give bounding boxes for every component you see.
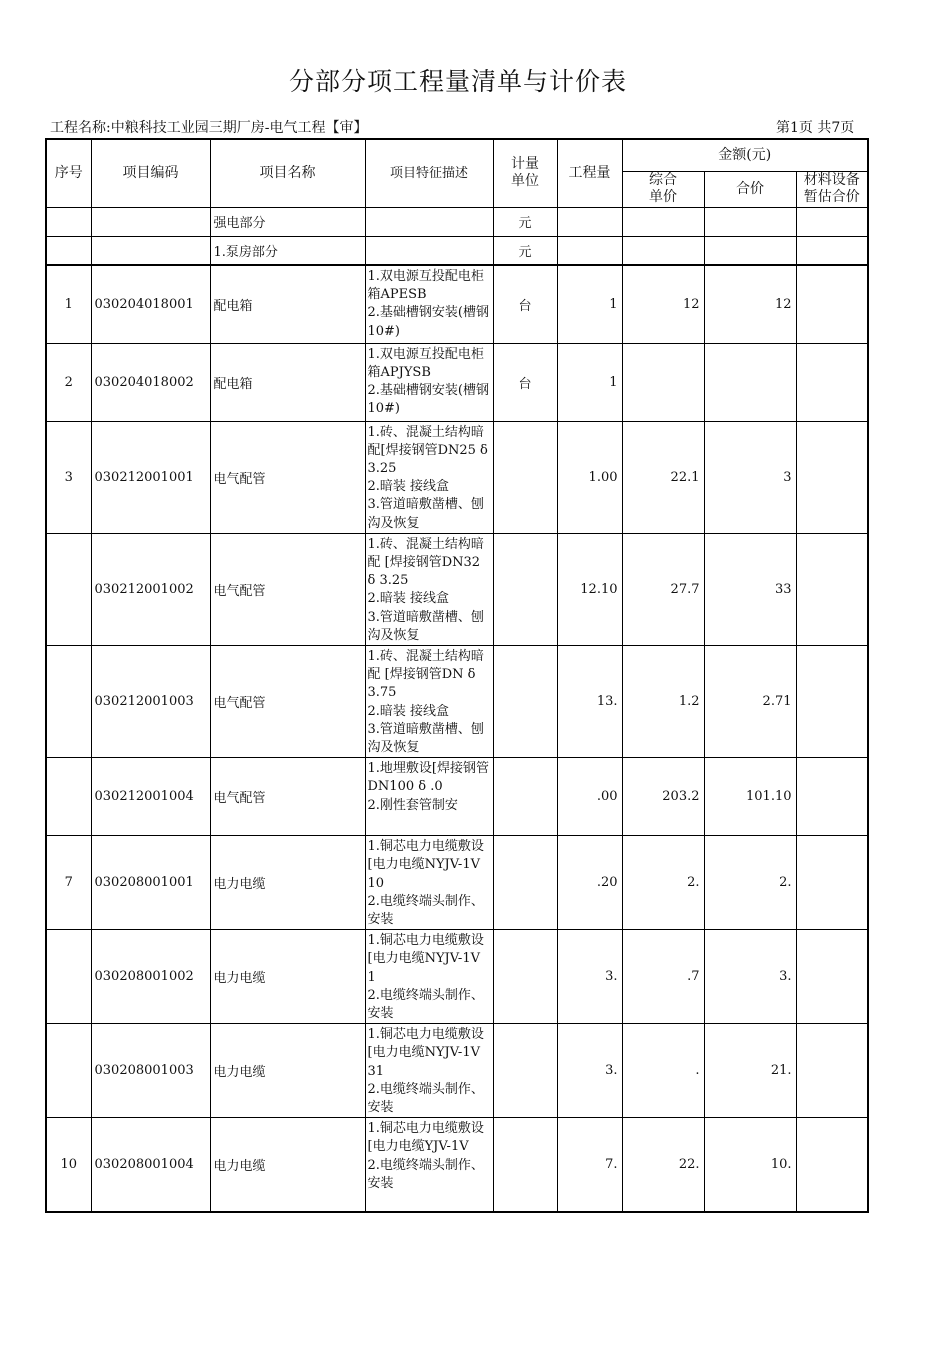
cell-unit: 元 [493, 236, 557, 265]
cell-unit-price [622, 207, 704, 236]
cell-qty: 1.00 [557, 421, 622, 533]
section-row [46, 207, 868, 236]
cell-estimate [796, 421, 868, 533]
cell-desc [365, 265, 493, 343]
cell-name: 1.泵房部分 [210, 236, 365, 265]
cell-unit-price: 2. [622, 836, 704, 930]
cell-seq: 1 [46, 265, 91, 343]
cell-name: 电气配管 [210, 533, 365, 645]
cell-name: 配电箱 [210, 265, 365, 343]
cell-unit-price: 27.7 [622, 533, 704, 645]
desc-line: 3.管道暗敷凿槽、刨沟及恢复 [367, 721, 484, 755]
cell-unit-price: .7 [622, 930, 704, 1024]
cell-qty: .00 [557, 758, 622, 836]
desc-line: 1.砖、混凝土结构暗配 [焊接钢管DN32 δ 3.25 [367, 536, 484, 589]
page-title: 分部分项工程量清单与计价表 [288, 67, 627, 96]
cell-name: 电气配管 [210, 421, 365, 533]
cell-total [704, 343, 796, 421]
cell-estimate [796, 645, 868, 757]
cell-unit [493, 533, 557, 645]
cell-total: 3. [704, 930, 796, 1024]
cell-unit-price: 203.2 [622, 758, 704, 836]
cell-seq: 3 [46, 421, 91, 533]
desc-line: 1.砖、混凝土结构暗配 [焊接钢管DN δ 3.75 [367, 648, 484, 701]
cell-estimate [796, 533, 868, 645]
cell-qty: 3. [557, 1024, 622, 1118]
cell-name: 强电部分 [210, 207, 365, 236]
desc-line: 1.双电源互投配电柜箱APESB [367, 269, 484, 303]
cell-estimate [796, 1024, 868, 1118]
desc-line: 3.管道暗敷凿槽、刨沟及恢复 [367, 497, 484, 531]
cell-desc [365, 1118, 493, 1212]
cell-unit [493, 421, 557, 533]
cell-total: 2.71 [704, 645, 796, 757]
desc-line: 1.砖、混凝土结构暗配[焊接钢管DN25 δ 3.25 [367, 424, 488, 476]
desc-line: 1.铜芯电力电缆敷设[电力电缆NYJV-1V 1 [367, 933, 484, 985]
desc-line: 1.铜芯电力电缆敷设[电力电缆NYJV-1V 31 [367, 1027, 484, 1079]
cell-seq [46, 1024, 91, 1118]
cell-total: 21. [704, 1024, 796, 1118]
cell-qty [557, 207, 622, 236]
desc-line: 1.铜芯电力电缆敷设[电力电缆YJV-1V [367, 1121, 484, 1155]
desc-line: 2.基础槽钢安装(槽钢10#) [367, 305, 489, 339]
header-seq: 序号 [46, 139, 91, 207]
desc-line: 2.电缆终端头制作、安装 [367, 893, 484, 927]
table-row [46, 1118, 868, 1212]
header-unit-price: 综合 单价 [622, 171, 704, 207]
cell-desc [365, 930, 493, 1024]
cell-seq [46, 930, 91, 1024]
cell-unit-price: 22.1 [622, 421, 704, 533]
cell-seq: 2 [46, 343, 91, 421]
cell-total: 10. [704, 1118, 796, 1212]
cell-code [91, 207, 210, 236]
cell-qty: 1 [557, 265, 622, 343]
cell-estimate [796, 207, 868, 236]
cell-unit-price: 1.2 [622, 645, 704, 757]
desc-line: 3.管道暗敷凿槽、刨沟及恢复 [367, 609, 484, 643]
cell-estimate [796, 343, 868, 421]
cell-unit [493, 645, 557, 757]
cell-seq [46, 758, 91, 836]
cell-qty: 1 [557, 343, 622, 421]
desc-line: 2.暗装 接线盒 [367, 703, 450, 719]
cell-estimate [796, 1118, 868, 1212]
cell-qty: 3. [557, 930, 622, 1024]
cell-estimate [796, 836, 868, 930]
cell-estimate [796, 265, 868, 343]
cell-code: 030204018002 [91, 343, 210, 421]
project-name: 工程名称:中粮科技工业园三期厂房-电气工程【审】 [50, 120, 368, 136]
cell-code: 030212001002 [91, 533, 210, 645]
bill-table [45, 138, 869, 1213]
cell-seq: 7 [46, 836, 91, 930]
desc-line: 2.电缆终端头制作、安装 [367, 1157, 484, 1191]
header-desc: 项目特征描述 [365, 139, 493, 207]
cell-code: 030208001002 [91, 930, 210, 1024]
cell-qty: 13. [557, 645, 622, 757]
cell-code: 030208001004 [91, 1118, 210, 1212]
cell-desc [365, 836, 493, 930]
cell-unit [493, 930, 557, 1024]
cell-desc [365, 1024, 493, 1118]
desc-line: 1.双电源互投配电柜箱APJYSB [367, 346, 484, 380]
header-total: 合价 [704, 171, 796, 207]
cell-total: 3 [704, 421, 796, 533]
cell-code: 030212001001 [91, 421, 210, 533]
section-row [46, 236, 868, 265]
cell-name: 电力电缆 [210, 930, 365, 1024]
cell-name: 配电箱 [210, 343, 365, 421]
page-info: 第1页 共7页 [776, 120, 855, 136]
cell-name: 电力电缆 [210, 1118, 365, 1212]
cell-unit-price: 12 [622, 265, 704, 343]
desc-line: 1.地埋敷设[焊接钢管 DN100 δ .0 [367, 761, 489, 795]
cell-total: 101.10 [704, 758, 796, 836]
cell-unit: 台 [493, 265, 557, 343]
desc-line: 2.电缆终端头制作、安装 [367, 987, 484, 1021]
cell-unit-price: 22. [622, 1118, 704, 1212]
table-row [46, 343, 868, 421]
cell-desc [365, 421, 493, 533]
desc-line: 2.暗装 接线盒 [367, 591, 450, 607]
desc-line: 2.刚性套管制安 [367, 797, 458, 813]
cell-qty: 7. [557, 1118, 622, 1212]
cell-desc [365, 343, 493, 421]
header-qty: 工程量 [557, 139, 622, 207]
table-row [46, 533, 868, 645]
cell-unit [493, 1118, 557, 1212]
cell-code: 030212001003 [91, 645, 210, 757]
cell-desc [365, 645, 493, 757]
cell-code: 030212001004 [91, 758, 210, 836]
desc-line: 2.暗装 接线盒 [367, 479, 450, 495]
header-estimate: 材料设备 暂估合价 [796, 171, 868, 207]
cell-unit: 台 [493, 343, 557, 421]
table-row [46, 421, 868, 533]
cell-name: 电力电缆 [210, 836, 365, 930]
cell-unit [493, 758, 557, 836]
cell-qty [557, 236, 622, 265]
cell-qty: .20 [557, 836, 622, 930]
desc-line: 2.基础槽钢安装(槽钢10#) [367, 382, 489, 417]
cell-seq [46, 236, 91, 265]
cell-total: 33 [704, 533, 796, 645]
cell-unit [493, 836, 557, 930]
desc-line: 2.电缆终端头制作、安装 [367, 1081, 484, 1115]
cell-name: 电气配管 [210, 645, 365, 757]
cell-unit-price: . [622, 1024, 704, 1118]
header-name: 项目名称 [210, 139, 365, 207]
cell-code: 030204018001 [91, 265, 210, 343]
cell-desc [365, 533, 493, 645]
cell-estimate [796, 930, 868, 1024]
table-row [46, 265, 868, 343]
cell-seq [46, 645, 91, 757]
cell-seq [46, 207, 91, 236]
header-unit: 计量 单位 [493, 139, 557, 207]
table-row [46, 930, 868, 1024]
cell-total [704, 236, 796, 265]
cell-total: 2. [704, 836, 796, 930]
cell-name: 电气配管 [210, 758, 365, 836]
cell-desc [365, 236, 493, 265]
cell-desc [365, 758, 493, 836]
table-row [46, 836, 868, 930]
cell-desc [365, 207, 493, 236]
cell-unit-price [622, 343, 704, 421]
header-amount: 金额(元) [622, 139, 868, 171]
cell-code [91, 236, 210, 265]
cell-total [704, 207, 796, 236]
cell-code: 030208001001 [91, 836, 210, 930]
cell-unit-price [622, 236, 704, 265]
cell-name: 电力电缆 [210, 1024, 365, 1118]
cell-qty: 12.10 [557, 533, 622, 645]
cell-unit: 元 [493, 207, 557, 236]
cell-estimate [796, 758, 868, 836]
cell-seq: 10 [46, 1118, 91, 1212]
header-code: 项目编码 [91, 139, 210, 207]
cell-code: 030208001003 [91, 1024, 210, 1118]
desc-line: 1.铜芯电力电缆敷设[电力电缆NYJV-1V 10 [367, 839, 484, 891]
cell-estimate [796, 236, 868, 265]
table-row [46, 758, 868, 836]
cell-unit [493, 1024, 557, 1118]
cell-total: 12 [704, 265, 796, 343]
table-body [46, 207, 868, 1212]
cell-seq [46, 533, 91, 645]
table-row [46, 1024, 868, 1118]
table-row [46, 645, 868, 757]
